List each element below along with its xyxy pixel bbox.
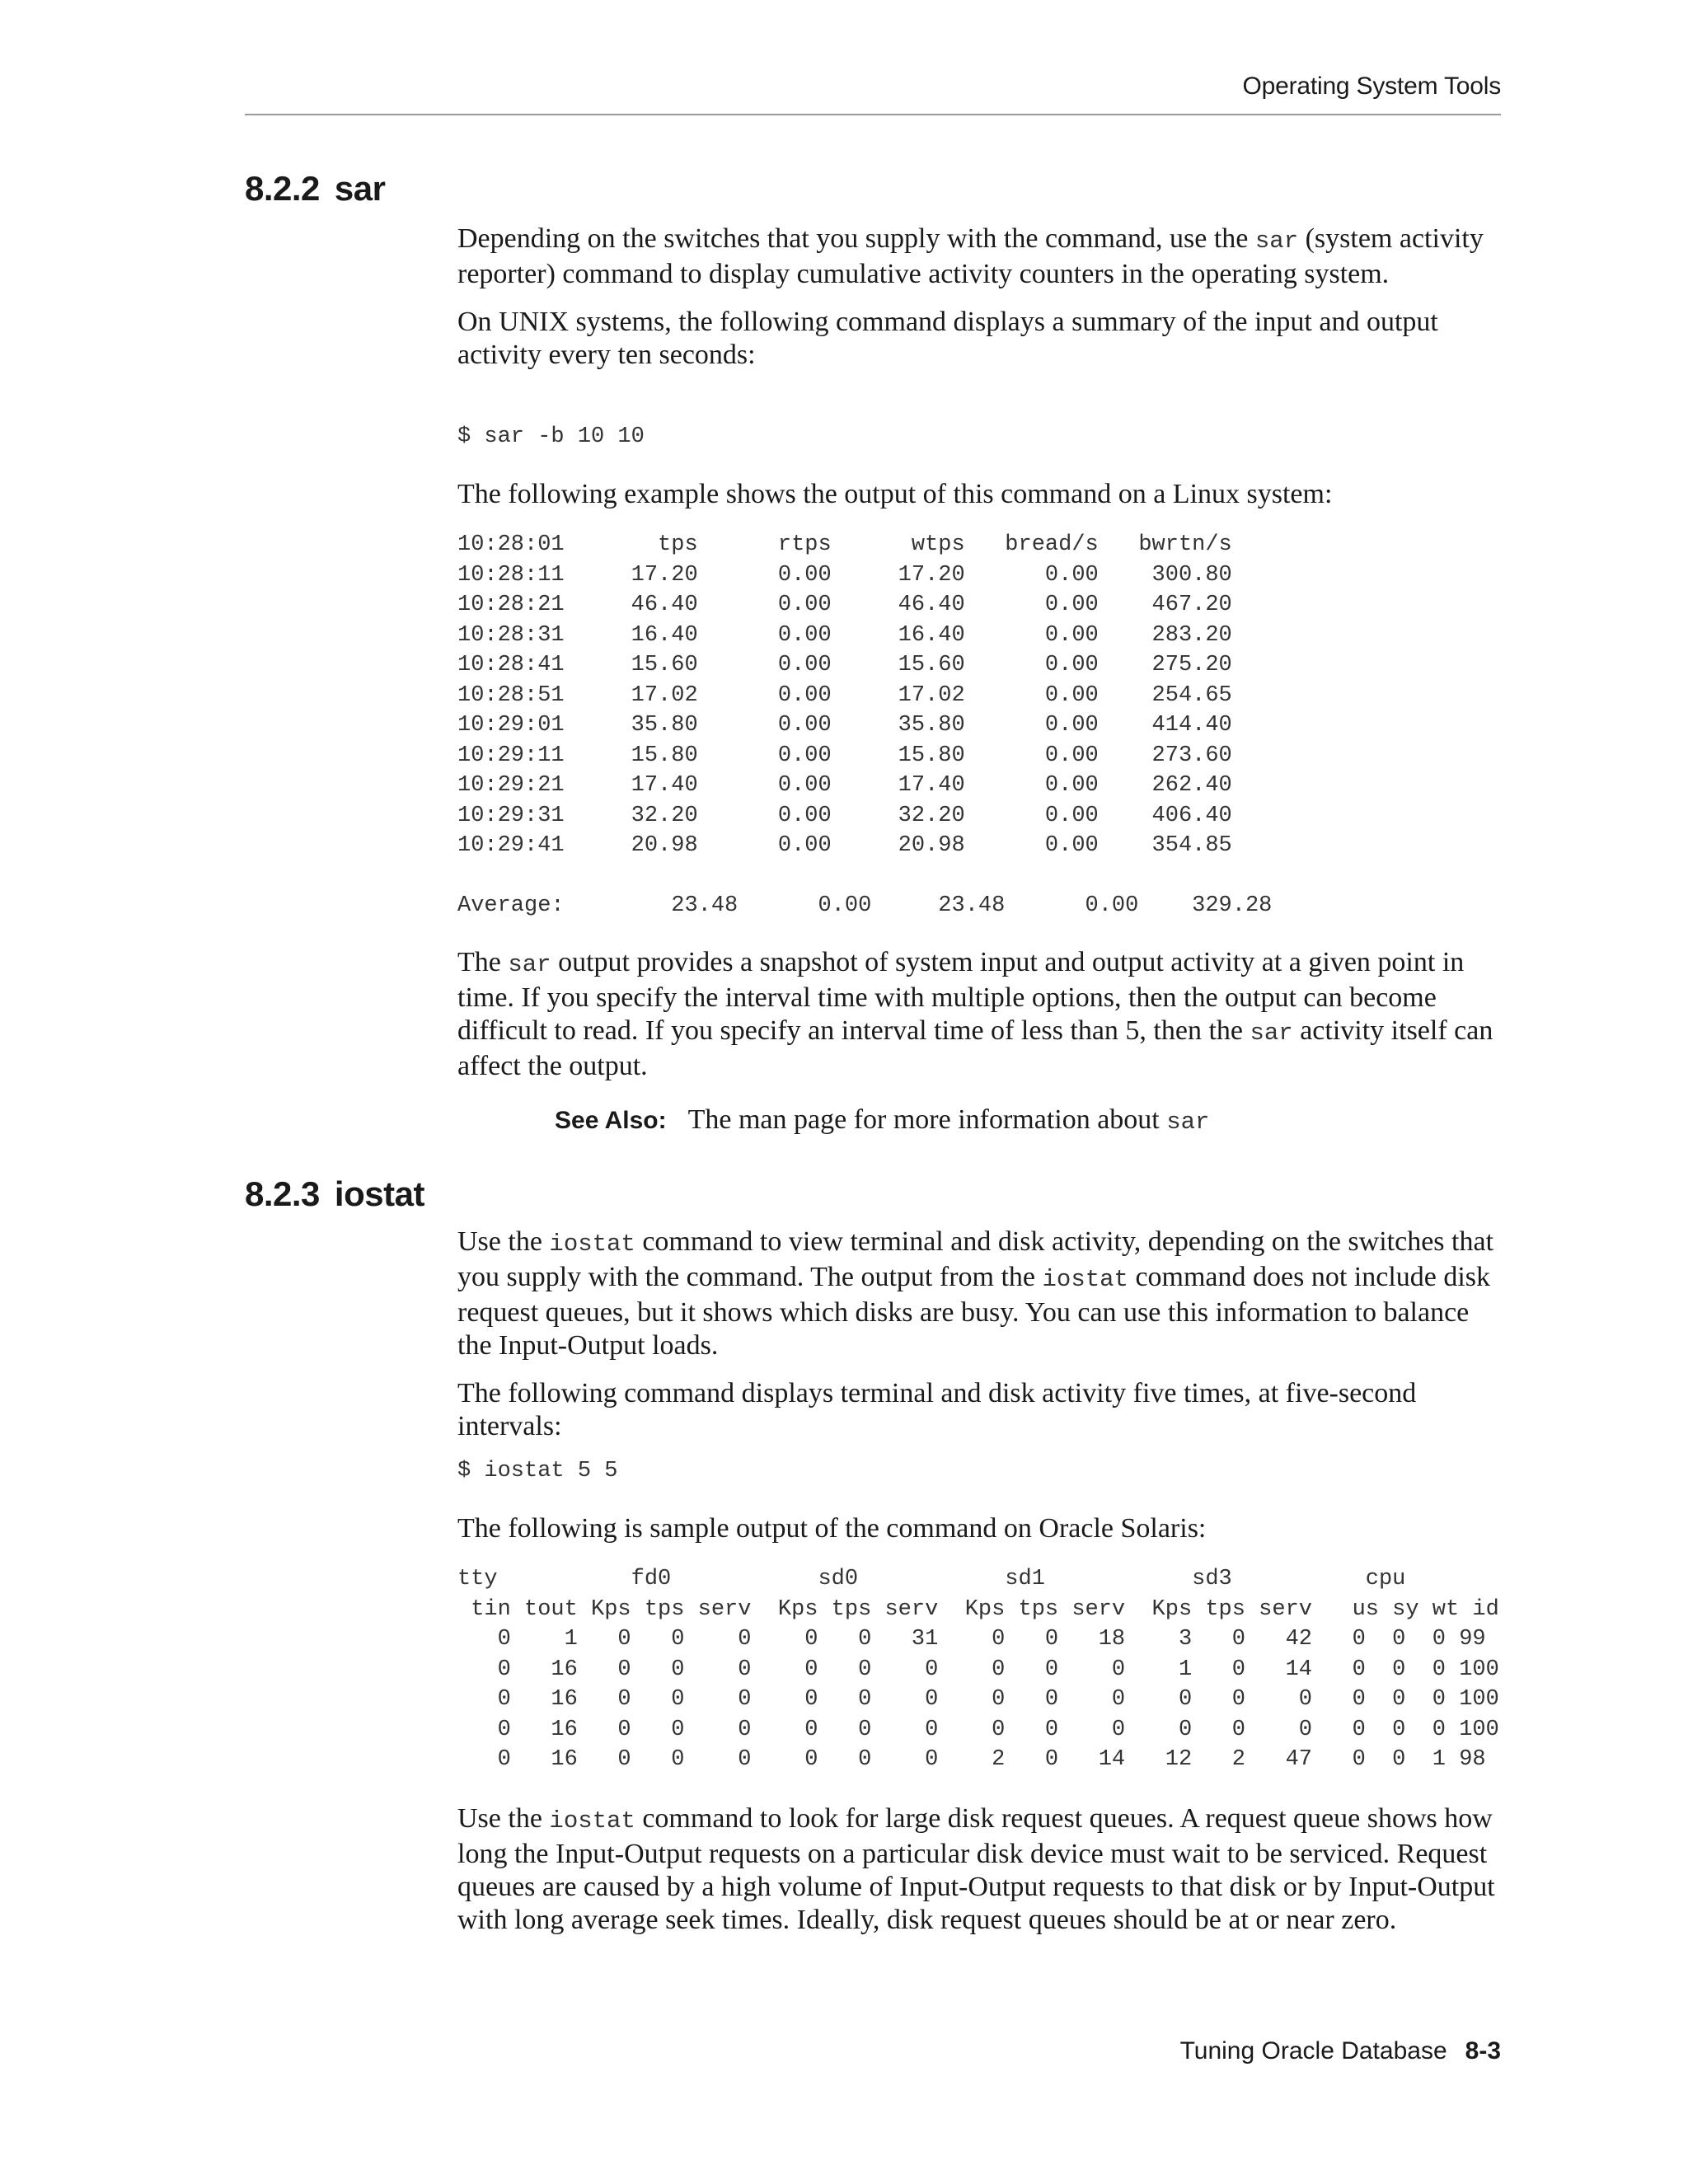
- section-title: sar: [334, 169, 386, 208]
- inline-code-sar: sar: [1250, 1019, 1293, 1047]
- iostat-output-listing: tty fd0 sd0 sd1 sd3 cpu tin tout Kps tps serv Kps tps serv Kps tps serv Kps tps serv us sy wt id 0 1 0 0 0 0 0 31 0 0 18 3 0 42 0 0 0 99 0 16 0 0 0 0 0 0 0 0 0 1 0 14 0 0 0 100 0 16 0 0 0 0 0 0 0 0 0 0 0 0 0 0 0 100 0 16 0 0 0 0 0 0 0 0 0 0 0 0 0 0 0 100 0 16 0 0 0 0 0 0 2 0 14 12 2 47 0 0 1 98: [457, 1567, 1499, 1772]
- section-heading-iostat: [245, 1174, 424, 1214]
- section-number: 8.2.3: [245, 1174, 320, 1213]
- sar-paragraph-3: The following example shows the output of this command on a Linux system:: [457, 479, 1333, 509]
- section-number: 8.2.2: [245, 169, 320, 208]
- inline-code-sar: sar: [1254, 227, 1299, 255]
- inline-code-iostat: iostat: [549, 1807, 635, 1835]
- sar-intro-block: [457, 223, 1504, 387]
- header-rule: [245, 114, 1501, 115]
- footer-book-title: Tuning Oracle Database: [1179, 2037, 1447, 2064]
- inline-code-sar: sar: [508, 951, 551, 978]
- sar-output-listing: 10:28:01 tps rtps wtps bread/s bwrtn/s 10:28:11 17.20 0.00 17.20 0.00 300.80 10:28:21 46.40 0.00 46.40 0.00 467.20 10:28:31 16.40 0.00 16.40 0.00 283.20 10:28:41 15.60 0.00 15.60 0.00 275.20 10:28:51 17.02 0.00 17.02 0.00 254.65 10:29:01 35.80 0.00 35.80 0.00 414.40 10:29:11 15.80 0.00 15.80 0.00 273.60 10:29:21 17.40 0.00 17.40 0.00 262.40 10:29:31 32.20 0.00 32.20 0.00 406.40 10:29:41 20.98 0.00 20.98 0.00 354.85 Average: 23.48 0.00 23.48 0.00 329.28: [457, 532, 1273, 918]
- sar-paragraph-1: Depending on the switches that you supply with the command, use the sar (system activity reporter) command to display cumulative activity counters in the operating system.: [457, 223, 1484, 289]
- inline-code-iostat: iostat: [549, 1230, 635, 1258]
- iostat-explanation-block: [457, 1802, 1504, 1952]
- section-title: iostat: [334, 1174, 424, 1213]
- running-header: Operating System Tools: [1242, 73, 1501, 100]
- iostat-paragraph-2: The following command displays terminal and disk activity five times, at five-second intervals:: [457, 1378, 1417, 1441]
- iostat-paragraph-4: Use the iostat command to look for large disk request queues. A request queue shows how long the Input-Output requests on a particular disk device must wait to be serviced. Request queues are caused by a high volume of Input-Output requests to that disk or by Input-Output with long average seek times. Ideally, disk request queues should be at or near zero.: [457, 1803, 1495, 1935]
- sar-paragraph-4: The sar output provides a snapshot of system input and output activity at a given point in time. If you specify the interval time with multiple options, then the output can become difficult to read. If you specify an interval time of less than 5, then the sar activity itself can affect the output.: [457, 947, 1493, 1081]
- page-footer: [1180, 2037, 1501, 2065]
- see-also-label: See Also:: [555, 1107, 667, 1134]
- iostat-command: $ iostat 5 5: [457, 1459, 618, 1483]
- see-also-text: The man page for more information about: [687, 1104, 1167, 1135]
- inline-code-iostat: iostat: [1042, 1266, 1128, 1293]
- iostat-paragraph-3: The following is sample output of the command on Oracle Solaris:: [457, 1513, 1207, 1544]
- see-also-note: [555, 1104, 1209, 1136]
- sar-paragraph-2: On UNIX systems, the following command displays a summary of the input and output activity every ten seconds:: [457, 307, 1438, 370]
- sar-explanation-block: [457, 946, 1504, 1098]
- sar-command: $ sar -b 10 10: [457, 424, 645, 449]
- page-number: 8-3: [1465, 2037, 1501, 2064]
- inline-code-sar: sar: [1166, 1108, 1210, 1136]
- section-heading-sar: [245, 169, 385, 209]
- iostat-paragraph-1: Use the iostat command to view terminal and disk activity, depending on the switches that you supply with the command. The output from the iostat command does not include disk request queues, but it shows which disks are busy. You can use this information to balance the Input-Output loads.: [457, 1226, 1494, 1361]
- iostat-intro-block: [457, 1226, 1504, 1458]
